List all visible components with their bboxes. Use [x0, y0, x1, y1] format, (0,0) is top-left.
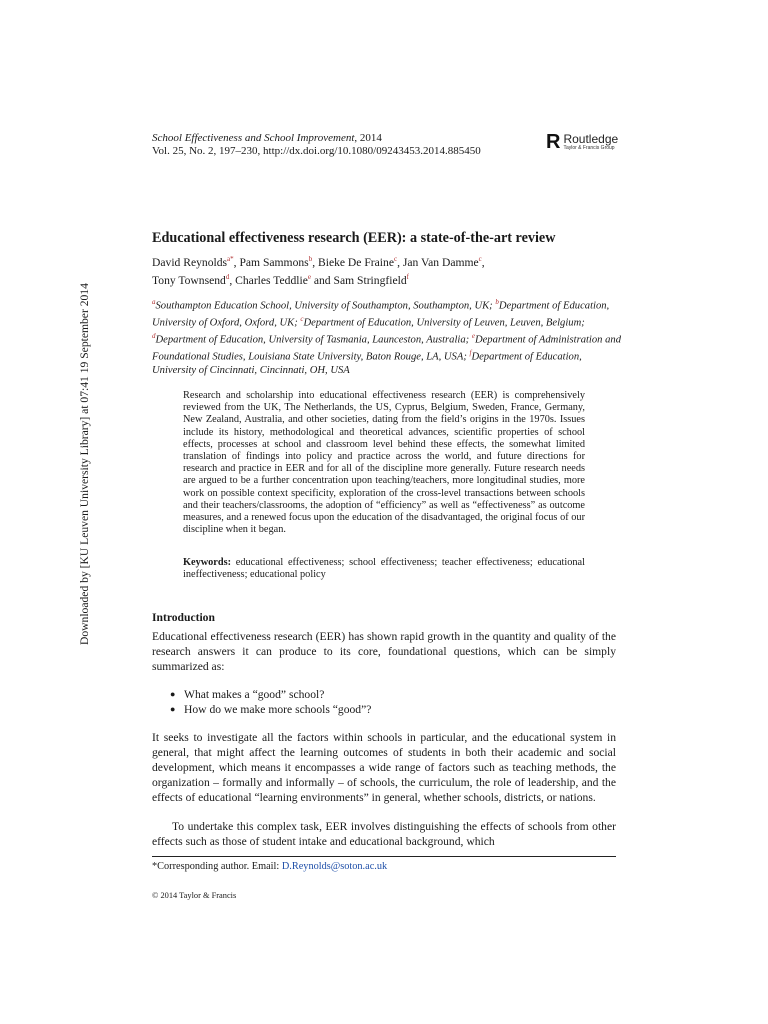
author-separator: ,	[397, 255, 403, 269]
body-paragraph: To undertake this complex task, EER involves distinguishing the effects of schools from other effects such as those of student intake and educational background, which	[152, 820, 616, 848]
footnote-label: *Corresponding author. Email:	[152, 861, 282, 872]
publisher-name: Routledge	[563, 132, 619, 146]
list-item: ● How do we make more schools “good”?	[170, 702, 371, 717]
affil-marker: a	[152, 298, 156, 306]
list-item: ● What makes a “good” school?	[170, 687, 371, 702]
affil-marker: d	[152, 332, 156, 341]
author-separator: and	[310, 273, 334, 287]
article-title: Educational effectiveness research (EER): a state-of-the-art review	[152, 230, 556, 246]
affil-marker: c	[300, 315, 304, 324]
author-name: Sam Stringfield	[333, 273, 407, 287]
routledge-logo-icon: R	[546, 131, 561, 153]
author-affil-marker[interactable]: b	[308, 255, 313, 263]
author-name: David Reynolds	[152, 255, 228, 269]
author-separator: ,	[312, 255, 318, 269]
affiliations	[152, 296, 622, 377]
author-affil-marker[interactable]: c	[393, 255, 398, 263]
author-affil-marker[interactable]: a*	[227, 255, 234, 263]
body-paragraph: It seeks to investigate all the factors within schools in particular, and the educational system in general, that might affect the learning outcomes of students in both their academic and social development, which means it encompasses a wide range of factors such as teaching methods, the organization – formally and informally – of schools, the curriculum, the role of leadership, and the effects of educational “learning environments” in general, whether schools, districts, or nations.	[152, 731, 616, 804]
bullet-list	[170, 687, 371, 717]
author-affil-marker[interactable]: d	[225, 272, 230, 281]
affil-text: Department of Education, University of Oxford, Oxford, UK;	[152, 300, 610, 329]
keywords	[183, 557, 585, 581]
download-stamp: Downloaded by [KU Leuven University Library] at 07:41 19 September 2014	[78, 283, 91, 645]
abstract: Research and scholarship into educational effectiveness research (EER) is comprehensively reviewed from the UK, The Netherlands, the US, Cyprus, Belgium, Sweden, France, Germany, New Zealand, Australia, and other societies, dating from the field’s origins in the 1970s. Issues include its history, methodological and theoretical advances, scientific properties of school effects, processes at school and classroom level behind these effects, the somewhat limited translation of findings into policy and practice across the world, and future directions for research and practice in EER and for all of the discipline more generally. Future research needs are argued to be a further concentration upon teaching/teachers, more longitudinal studies, more work on possible context specificity, exploration of the cross-level transactions between schools and their teachers/classrooms, the adoption of “efficiency” as well as “effectiveness” as outcome measures, and a renewed focus upon the education of the disadvantaged, the original focus of our discipline when it began.	[183, 390, 585, 536]
keywords-label: Keywords:	[183, 557, 232, 568]
author-name: Bieke De Fraine	[317, 255, 394, 269]
affil-text: Department of Administration and Foundational Studies, Louisiana State University, Baton Rouge, LA, USA;	[152, 334, 622, 363]
journal-name: School Effectiveness and School Improvement	[152, 132, 355, 144]
affil-marker: e	[471, 332, 475, 341]
author-name: Jan Van Damme	[402, 255, 479, 269]
author-name: Pam Sammons	[239, 255, 309, 269]
affil-marker: b	[495, 298, 499, 306]
author-affil-marker[interactable]: f	[406, 272, 409, 281]
author-separator: ,	[481, 255, 485, 269]
author-name: Charles Teddlie	[235, 273, 308, 287]
corresponding-author-footnote	[152, 861, 387, 872]
author-email-link[interactable]: D.Reynolds@soton.ac.uk	[281, 861, 388, 872]
footnote-divider	[152, 856, 616, 857]
copyright-notice: © 2014 Taylor & Francis	[152, 891, 237, 900]
affil-text: Department of Education, University of Leuven, Leuven, Belgium;	[303, 317, 585, 329]
author-affil-marker[interactable]: e	[307, 272, 311, 281]
affil-text: Southampton Education School, University of Southampton, Southampton, UK;	[155, 300, 496, 312]
affil-text: Department of Education, University of Tasmania, Launceston, Australia;	[155, 334, 472, 346]
journal-year: , 2014	[354, 132, 382, 144]
author-separator: ,	[233, 255, 240, 269]
journal-header	[152, 132, 481, 158]
affil-text: Department of Education, University of Cincinnati, Cincinnati, OH, USA	[152, 351, 582, 376]
author-list	[152, 252, 622, 288]
affil-marker: f	[469, 349, 472, 358]
journal-volume-doi[interactable]: Vol. 25, No. 2, 197–230, http://dx.doi.org/10.1080/09243453.2014.885450	[152, 145, 481, 157]
author-separator: ,	[229, 273, 236, 287]
section-heading: Introduction	[152, 611, 215, 624]
publisher-logo	[546, 133, 618, 151]
publisher-group: Taylor & Francis Group	[563, 145, 615, 151]
body-paragraph: Educational effectiveness research (EER) has shown rapid growth in the quantity and quality of the research answers it can produce to its core, foundational questions, which can be simply summarized as:	[152, 630, 616, 673]
keywords-list: educational effectiveness; school effectiveness; teacher effectiveness; educational ineffectiveness; educational policy	[183, 557, 585, 581]
author-affil-marker[interactable]: c	[478, 255, 482, 263]
author-name: Tony Townsend	[152, 273, 226, 287]
